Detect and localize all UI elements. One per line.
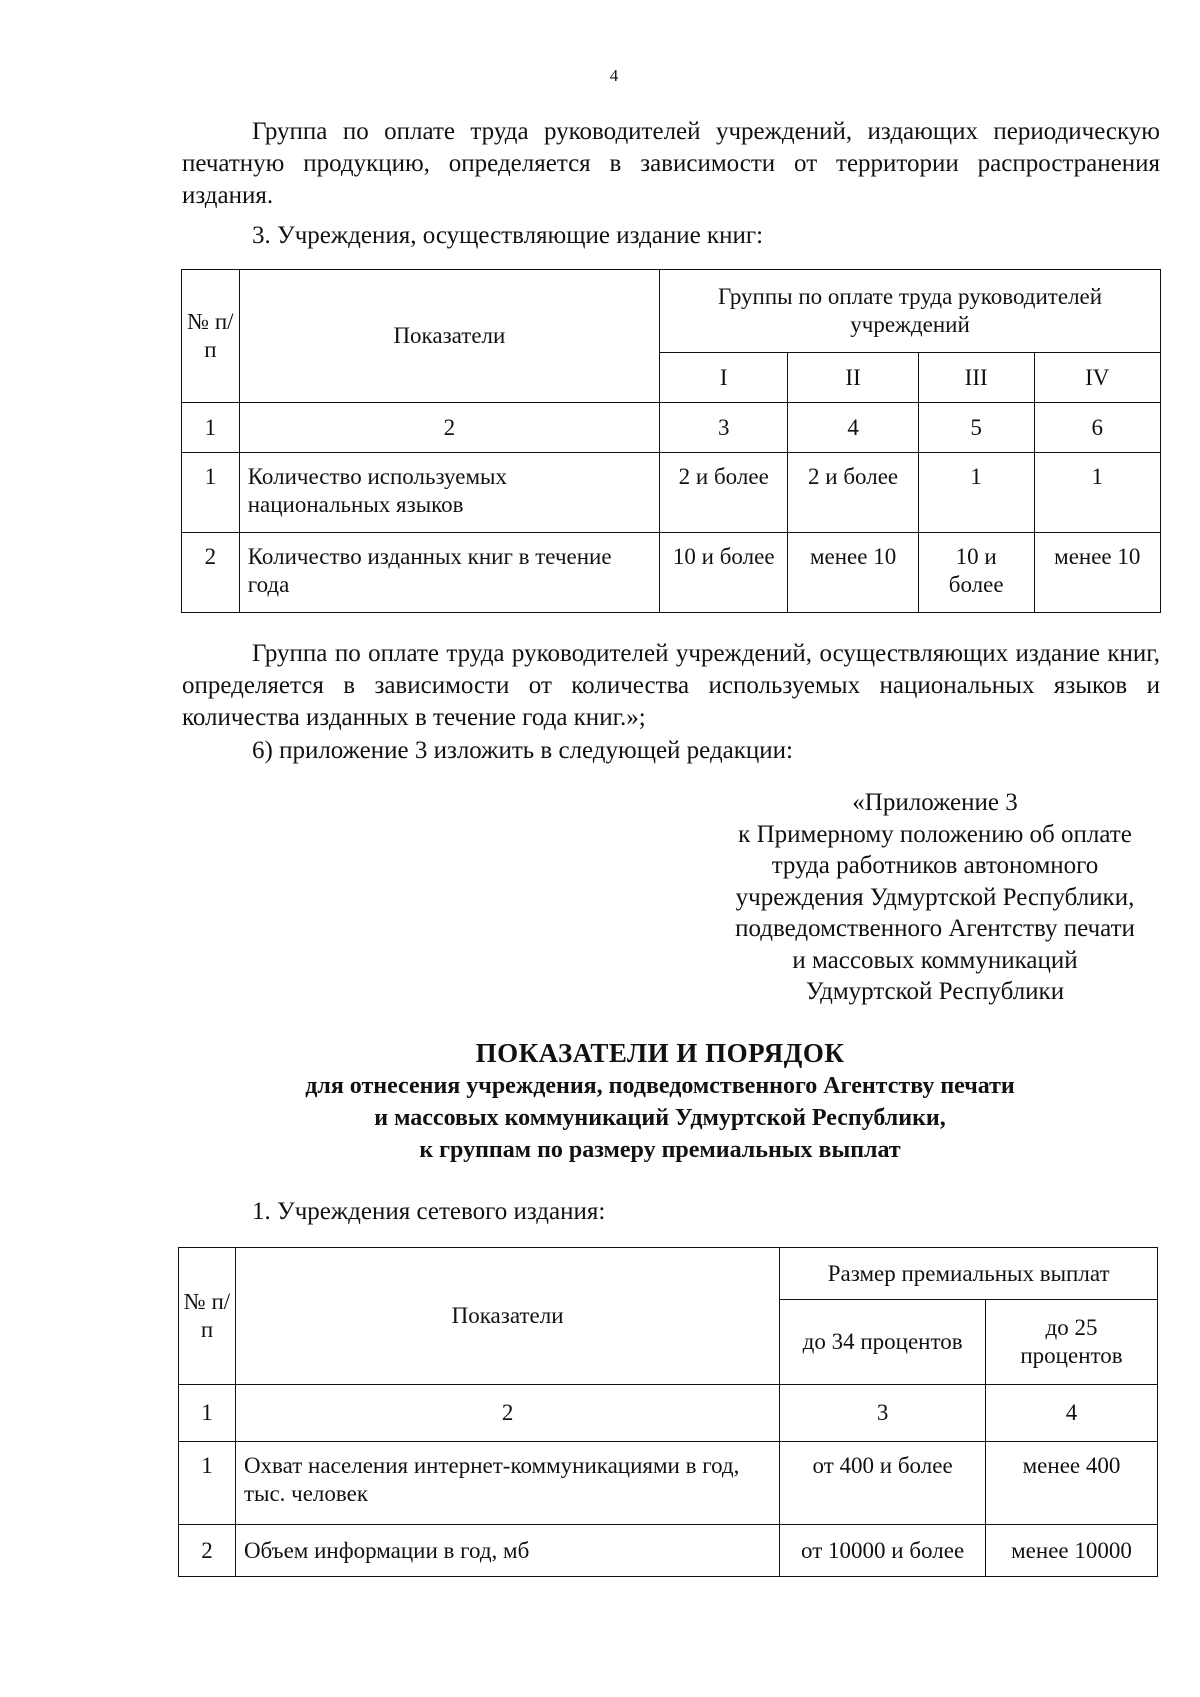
row-value: менее 10000 [986,1525,1158,1577]
heading-subtitle: и массовых коммуникаций Удмуртской Республики, [374,1105,946,1131]
bonus-label: до 25 процентов [986,1300,1158,1385]
group-label: IV [1034,353,1160,403]
row-value: 10 и более [660,533,788,613]
column-number: 4 [986,1385,1158,1442]
column-number: 3 [780,1385,986,1442]
row-value: от 10000 и более [780,1525,986,1577]
bonus-header: Размер премиальных выплат [780,1248,1158,1300]
section1-title: 1. Учреждения сетевого издания: [252,1198,606,1225]
column-number: 2 [239,403,659,453]
groups-header: Группы по оплате труда руководителей учреждений [660,270,1161,353]
table-row [179,1525,1158,1577]
appendix-line: «Приложение 3 [852,789,1018,816]
books-table [181,269,1161,613]
indicators-header: Показатели [235,1248,779,1385]
row-value: 2 и более [788,453,918,533]
appendix-line: Удмуртской Республики [805,978,1065,1005]
row-value: менее 10 [788,533,918,613]
row-indicator: Количество изданных книг в течение года [239,533,659,613]
group-label: III [918,353,1034,403]
row-number: 1 [179,1442,236,1525]
books-paragraph: Группа по оплате труда руководителей учреждений, осуществляющих издание книг, определяется в зависимости от количества используемых национальных языков и количества изданных в течение года книг.»; [182,640,1160,731]
row-indicator: Объем информации в год, мб [235,1525,779,1577]
column-number: 1 [179,1385,236,1442]
column-number: 1 [182,403,240,453]
num-header: № п/п [179,1248,236,1385]
row-indicator: Охват населения интернет-коммуникациями в год, тыс. человек [235,1442,779,1525]
network-table [178,1247,1158,1577]
row-value: 1 [918,453,1034,533]
indicators-header: Показатели [239,270,659,403]
group-label: II [788,353,918,403]
row-value: менее 10 [1034,533,1160,613]
num-header: № п/п [182,270,240,403]
heading-subtitle: к группам по размеру премиальных выплат [419,1137,901,1163]
row-value: от 400 и более [780,1442,986,1525]
appendix-line: к Примерному положению об оплате [738,820,1132,848]
section3-title: 3. Учреждения, осуществляющие издание книг: [252,222,764,249]
table-row [179,1442,1158,1525]
appendix-caption [690,787,1180,1008]
column-number: 2 [235,1385,779,1442]
heading-subtitle: для отнесения учреждения, подведомственного Агентству печати [305,1073,1015,1099]
column-number: 4 [788,403,918,453]
appendix-line: учреждения Удмуртской Республики, [735,883,1135,911]
row-value: менее 400 [986,1442,1158,1525]
group-label: I [660,353,788,403]
column-number: 5 [918,403,1034,453]
table-row [182,453,1161,533]
row-value: 10 и более [918,533,1034,613]
appendix-line: труда работников автономного [771,852,1099,879]
row-indicator: Количество используемых национальных языков [239,453,659,533]
page-number: 4 [609,66,619,85]
row-number: 2 [182,533,240,613]
table-row [182,533,1161,613]
intro-paragraph: Группа по оплате труда руководителей учреждений, издающих периодическую печатную продукцию, определяется в зависимости от территории распространения издания. [182,118,1160,209]
row-value: 2 и более [660,453,788,533]
row-number: 1 [182,453,240,533]
heading-title: ПОКАЗАТЕЛИ И ПОРЯДОК [475,1038,845,1068]
appendix-line: подведомственного Агентству печати [735,915,1135,942]
document-heading [160,1036,1160,1166]
row-value: 1 [1034,453,1160,533]
appendix-line: и массовых коммуникаций [792,946,1078,974]
column-number: 6 [1034,403,1160,453]
column-number: 3 [660,403,788,453]
row-number: 2 [179,1525,236,1577]
bonus-label: до 34 процентов [780,1300,986,1385]
item6-text: 6) приложение 3 изложить в следующей редакции: [252,737,793,764]
